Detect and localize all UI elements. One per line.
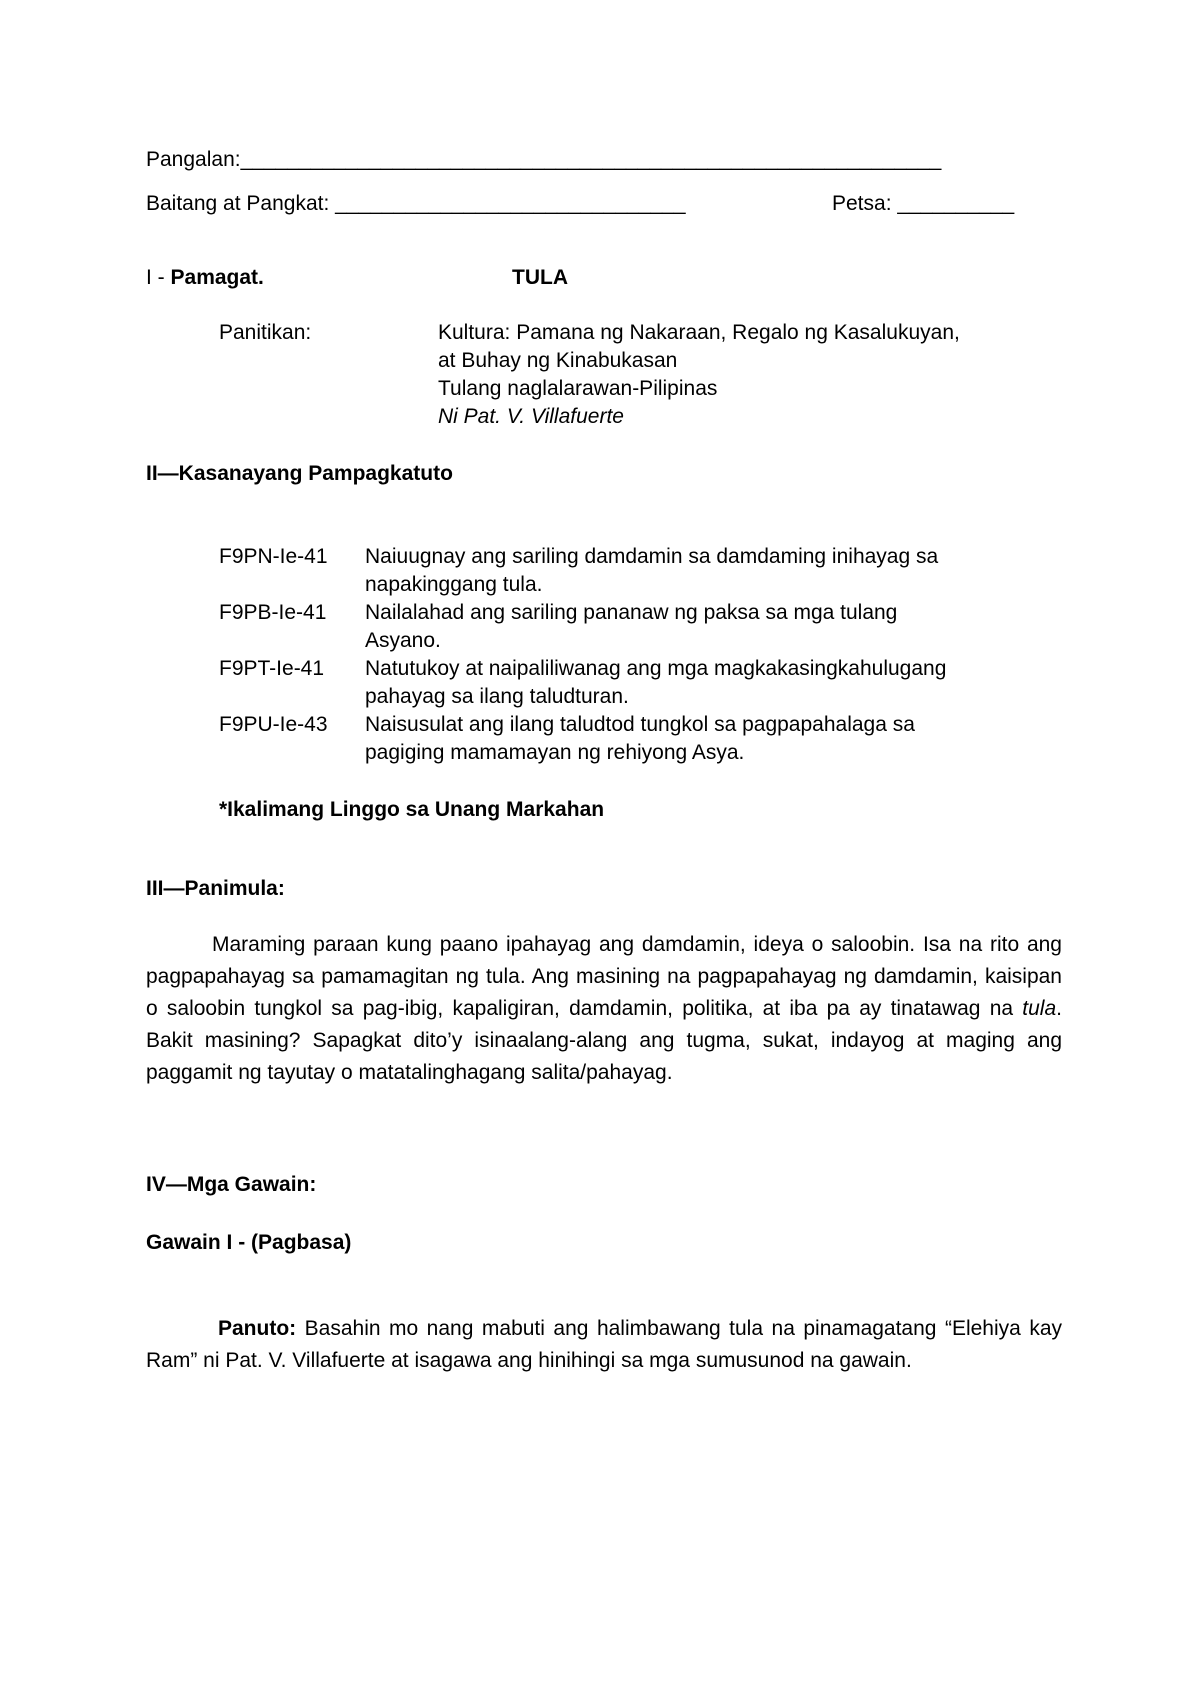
section1-heading	[146, 264, 264, 292]
panitikan-line-2: at Buhay ng Kinabukasan	[438, 349, 678, 372]
panitikan-label: Panitikan:	[219, 321, 312, 344]
name-label: Pangalan:	[146, 148, 241, 171]
instruction-text: Basahin mo nang mabuti ang halimbawang tula na pinamagatang “Elehiya kay Ram” ni Pat. V. Villafuerte at isagawa ang hinihingi sa mga sumusunod na gawain.	[146, 1317, 1062, 1372]
competency-text: Naiuugnay ang sariling damdamin sa damdaming inihayag sa	[365, 545, 939, 568]
competency-text-cont: Asyano.	[365, 629, 441, 652]
competency-text-cont: pagiging mamamayan ng rehiyong Asya.	[365, 741, 745, 764]
author-line: Ni Pat. V. Villafuerte	[438, 405, 624, 428]
competency-text: Naisusulat ang ilang taludtod tungkol sa pagpapahalaga sa	[365, 713, 915, 736]
section1-label: Pamagat.	[170, 266, 264, 289]
date-blank[interactable]: __________	[897, 192, 1015, 215]
intro-text-end: . Bakit masining? Sapagkat dito’y isinaalang-alang ang tugma, sukat, indayog at maging ang paggamit ng tayutay o matatalinghagang salita/pahayag.	[146, 997, 1062, 1084]
competency-text-cont: napakinggang tula.	[365, 573, 543, 596]
competency-text-cont: pahayag sa ilang taludturan.	[365, 685, 629, 708]
competency-code: F9PT-Ie-41	[219, 657, 325, 680]
section2-heading: II—Kasanayang Pampagkatuto	[146, 462, 453, 485]
name-blank[interactable]: ____________________________________________________________	[240, 148, 942, 171]
introduction-paragraph	[146, 929, 1062, 1089]
competency-text: Nailalahad ang sariling pananaw ng paksa sa mga tulang	[365, 601, 898, 624]
week-note: *Ikalimang Linggo sa Unang Markahan	[219, 798, 605, 821]
instruction-paragraph	[146, 1313, 1062, 1377]
name-field	[146, 146, 941, 174]
date-label: Petsa:	[832, 192, 892, 215]
intro-text: Maraming paraan kung paano ipahayag ang damdamin, ideya o saloobin. Isa na rito ang pagpapahayag sa pamamagitan ng tula. Ang masining na pagpapahayag ng damdamin, kaisipan o saloobin tungkol sa pag-ibig, kapaligiran, damdamin, politika, at iba pa ay tinatawag na	[146, 933, 1062, 1020]
section3-heading: III—Panimula:	[146, 877, 285, 900]
date-field	[832, 190, 1014, 218]
section4-heading: IV—Mga Gawain:	[146, 1173, 317, 1196]
grade-blank[interactable]: ______________________________	[335, 192, 686, 215]
competency-code: F9PU-Ie-43	[219, 713, 328, 736]
panitikan-line-3: Tulang naglalarawan-Pilipinas	[438, 377, 718, 400]
panitikan-line-1: Kultura: Pamana ng Nakaraan, Regalo ng Kasalukuyan,	[438, 321, 960, 344]
competency-code: F9PB-Ie-41	[219, 601, 327, 624]
poem-type-title: TULA	[512, 266, 568, 289]
competency-code: F9PN-Ie-41	[219, 545, 328, 568]
intro-italic-term: tula	[1022, 997, 1057, 1020]
activity-heading: Gawain I - (Pagbasa)	[146, 1231, 352, 1254]
grade-section-field	[146, 190, 686, 218]
instruction-label: Panuto:	[218, 1317, 297, 1340]
competency-text: Natutukoy at naipaliliwanag ang mga magkakasingkahulugang	[365, 657, 947, 680]
grade-label: Baitang at Pangkat:	[146, 192, 330, 215]
section1-number: I -	[146, 266, 165, 289]
